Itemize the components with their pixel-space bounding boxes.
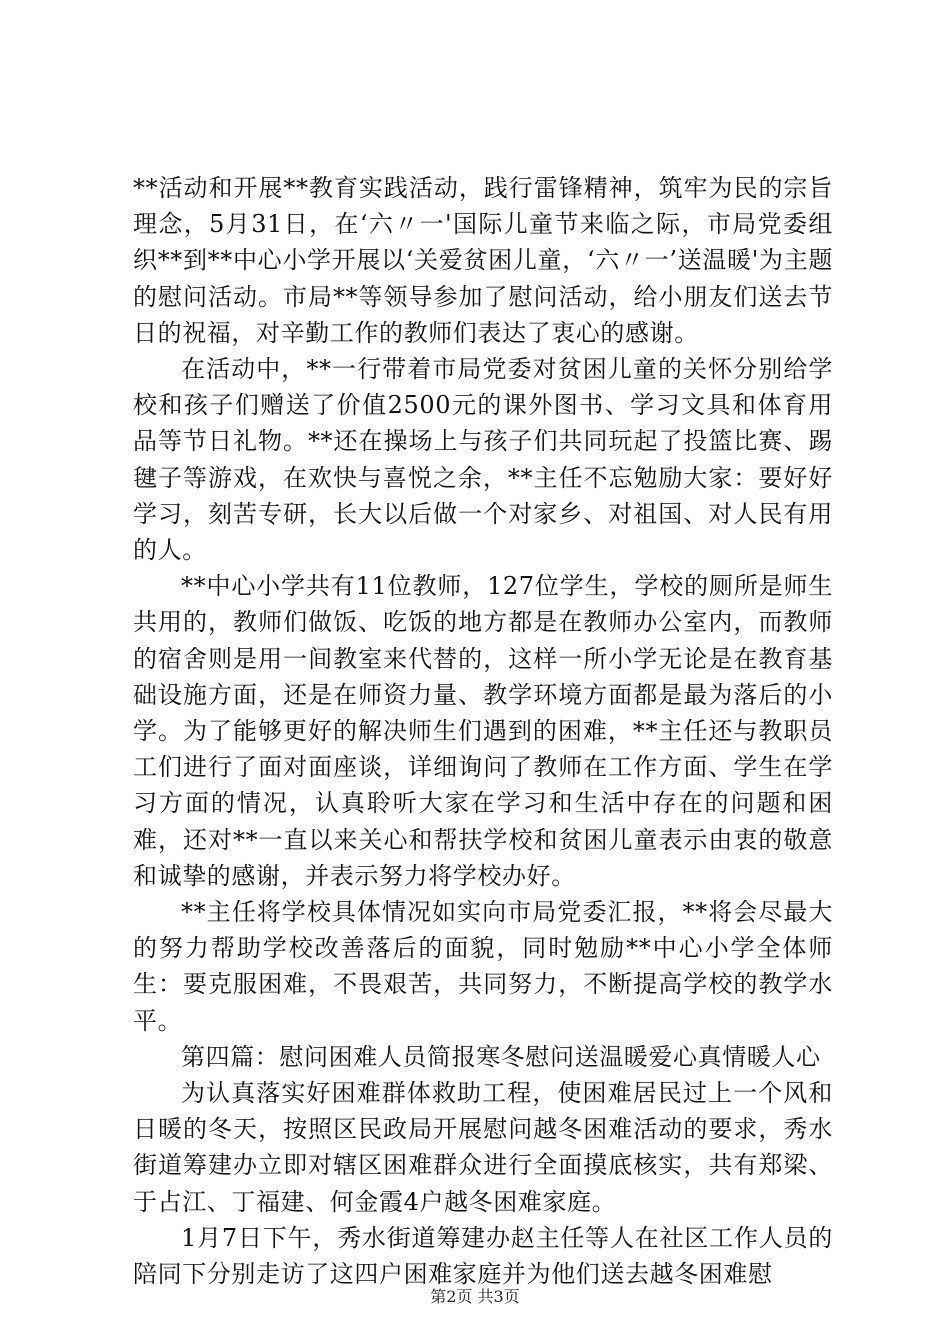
paragraph-winter-aid-intro: 为认真落实好困难群体救助工程，使困难居民过上一个风和日暖的冬天，按照区民政局开展慰问越冬困难活动的要求，秀水街道筹建办立即对辖区困难群众进行全面摸底核实，共有郑梁、于占江、丁福建、何金霞4户越冬困难家庭。: [133, 1079, 833, 1216]
paragraph-report-to-committee: **主任将学校具体情况如实向市局党委汇报，**将会尽最大的努力帮助学校改善落后的面貌，同时勉励**中心小学全体师生：要克服困难，不畏艰苦，共同努力，不断提高学校的教学水平。: [133, 898, 833, 1035]
page-number-footer: 第2页 共3页: [430, 1287, 520, 1306]
paragraph-activity-intro: **活动和开展**教育实践活动，践行雷锋精神，筑牢为民的宗旨理念，5月31日，在‘六〃一'国际儿童节来临之际，市局党委组织**到**中心小学开展以‘关爱贫困儿童，‘六〃一’送温暖'为主题的慰问活动。市局**等领导参加了慰问活动，给小朋友们送去节日的祝福，对辛勤工作的教师们表达了衷心的感谢。: [133, 174, 833, 347]
paragraph-school-situation: **中心小学共有11位教师，127位学生，学校的厕所是师生共用的，教师们做饭、吃饭的地方都是在教师办公室内，而教师的宿舍则是用一间教室来代替的，这样一所小学无论是在教育基础设施方面，还是在师资力量、教学环境方面都是最为落后的小学。为了能够更好的解决师生们遇到的困难，**主任还与教职员工们进行了面对面座谈，详细询问了教师在工作方面、学生在学习方面的情况，认真聆听大家在学习和生活中存在的问题和困难，还对**一直以来关心和帮扶学校和贫困儿童表示由衷的敬意和诚挚的感谢，并表示努力将学校办好。: [133, 572, 833, 890]
paragraph-winter-visit: 1月7日下午，秀水街道筹建办赵主任等人在社区工作人员的陪同下分别走访了这四户困难家庭并为他们送去越冬困难慰: [133, 1223, 833, 1289]
paragraph-activity-details: 在活动中，**一行带着市局党委对贫困儿童的关怀分别给学校和孩子们赠送了价值2500元的课外图书、学习文具和体育用品等节日礼物。**还在操场上与孩子们共同玩起了投篮比赛、踢毽子等游戏，在欢快与喜悦之余，**主任不忘勉励大家：要好好学习，刻苦专研，长大以后做一个对家乡、对祖国、对人民有用的人。: [133, 355, 833, 565]
section-heading: 第四篇：慰问困难人员简报寒冬慰问送温暖爱心真情暖人心: [181, 1042, 821, 1071]
document-body: [133, 170, 833, 1292]
